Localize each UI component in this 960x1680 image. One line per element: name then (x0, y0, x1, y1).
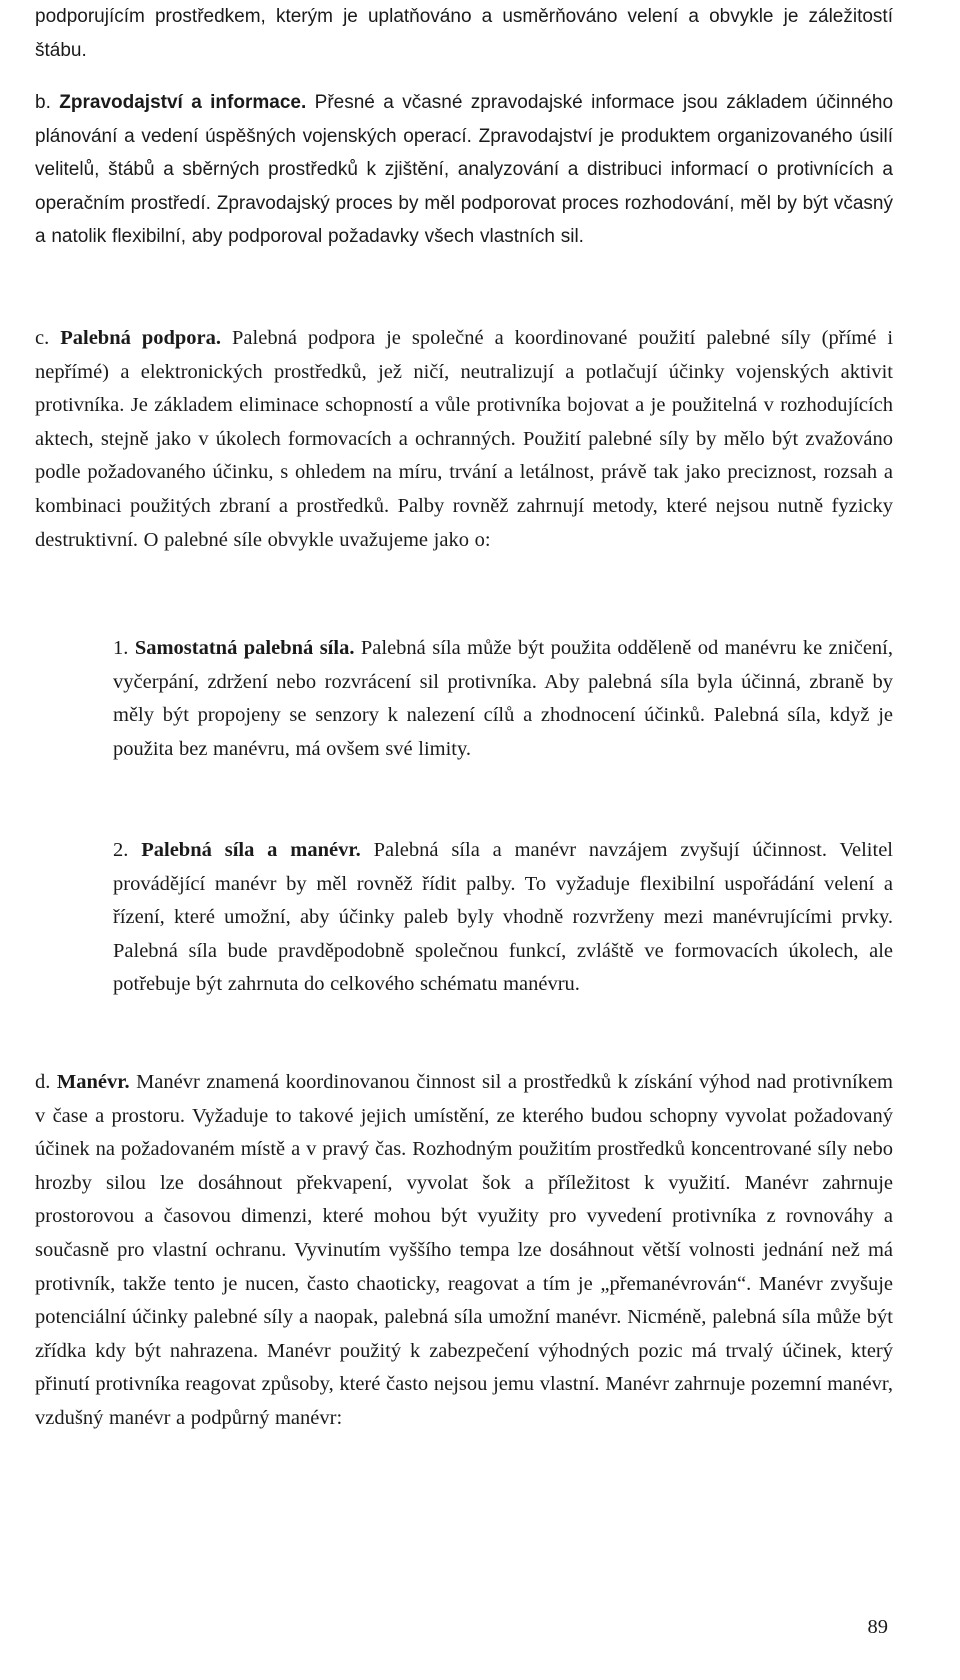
paragraph-b-intelligence (35, 86, 893, 254)
paragraph-heading: Manévr. (56, 1071, 130, 1093)
paragraph-intro-continuation (35, 0, 893, 67)
paragraph-d-maneuver (35, 1066, 893, 1436)
paragraph-heading: Palebná podpora. (60, 327, 222, 349)
paragraph-text: podporujícím prostředkem, kterým je uplatňováno a usměrňováno velení a obvykle je záležitostí štábu. (35, 6, 893, 61)
paragraph-marker: b. (35, 92, 51, 113)
paragraph-heading: Zpravodajství a informace. (59, 92, 307, 113)
list-item-marker: 1. (113, 637, 129, 659)
list-item-marker: 2. (113, 839, 129, 861)
list-item-text: Palebná síla a manévr navzájem zvyšují účinnost. Velitel provádějící manévr by měl rovněž řídit palby. To vyžaduje flexibilní uspořádání velení a řízení, které umožní, aby účinky paleb byly vhodně rozvrženy mezi manévrujícími prvky. Palebná síla bude pravděpodobně společnou funkcí, zvláště ve formovacích úkolech, ale potřebuje být zahrnuta do celkového schématu manévru. (113, 839, 893, 996)
paragraph-text: Palebná podpora je společné a koordinované použití palebné síly (přímé i nepřímé) a elektronických prostředků, jež ničí, neutralizují a potlačují účinky vojenských aktivit protivníka. Je základem eliminace schopností a vůle protivníka bojovat a je použitelná v rozhodujících aktech, stejně jako v úkolech formovacích a ochranných. Použití palebné síly by mělo být zvažováno podle požadovaného účinku, s ohledem na míru, trvání a letálnost, právě tak jako preciznost, rozsah a kombinaci použitých zbraní a prostředků. Palby rovněž zahrnují metody, které nejsou nutně fyzicky destruktivní. O palebné síle obvykle uvažujeme jako o: (35, 327, 894, 551)
paragraph-text: Manévr znamená koordinovanou činnost sil a prostředků k získání výhod nad protivníkem v čase a prostoru. Vyžaduje to takové jejich umístění, ze kterého budou schopny vyvolat požadovaný účinek na požadovaném místě a v pravý čas. Rozhodným použitím prostředků koncentrované síly nebo hrozby silou lze dosáhnout překvapení, vyvolat šok a příležitost k využití. Manévr zahrnuje prostorovou a časovou dimenzi, které mohou být využity pro vyvedení protivníka z rovnováhy a současně pro vlastní ochranu. Vyvinutím vyššího tempa lze dosáhnout větší volnosti jednání než má protivník, takže tento je nucen, často chaoticky, reagovat a tím je „přemanévrován“. Manévr zvyšuje potenciální účinky palebné síly a naopak, palebná síla umožní manévr. Nicméně, palebná síla může být zřídka kdy být nahrazena. Manévr použitý k zabezpečení výhodných pozic má trvalý účinek, který přinutí protivníka reagovat způsoby, které často nejsou jemu vlastní. Manévr zahrnuje pozemní manévr, vzdušný manévr a podpůrný manévr: (35, 1071, 894, 1429)
page-number: 89 (867, 1616, 888, 1638)
list-item-heading: Samostatná palebná síla. (134, 637, 355, 659)
list-item-heading: Palebná síla a manévr. (141, 839, 361, 861)
paragraph-c-fire-support (35, 322, 893, 557)
list-item-1 (113, 632, 893, 766)
list-item-2 (113, 834, 893, 1002)
paragraph-text: Přesné a včasné zpravodajské informace jsou základem účinného plánování a vedení úspěšných vojenských operací. Zpravodajství je produktem organizovaného úsilí velitelů, štábů a sběrných prostředků k zjištění, analyzování a distribuci informací o protivnících a operačním prostředí. Zpravodajský proces by měl podporovat proces rozhodování, měl by být včasný a natolik flexibilní, aby podporoval požadavky všech vlastních sil. (35, 92, 894, 248)
list-item-text: Palebná síla může být použita odděleně od manévru ke zničení, vyčerpání, zdržení nebo rozvrácení sil protivníka. Aby palebná síla byla účinná, zbraně by měly být propojeny se senzory k nalezení cílů a zhodnocení účinků. Palebná síla, když je použita bez manévru, má ovšem své limity. (113, 637, 893, 760)
paragraph-marker: c. (35, 327, 50, 349)
paragraph-marker: d. (35, 1071, 51, 1093)
